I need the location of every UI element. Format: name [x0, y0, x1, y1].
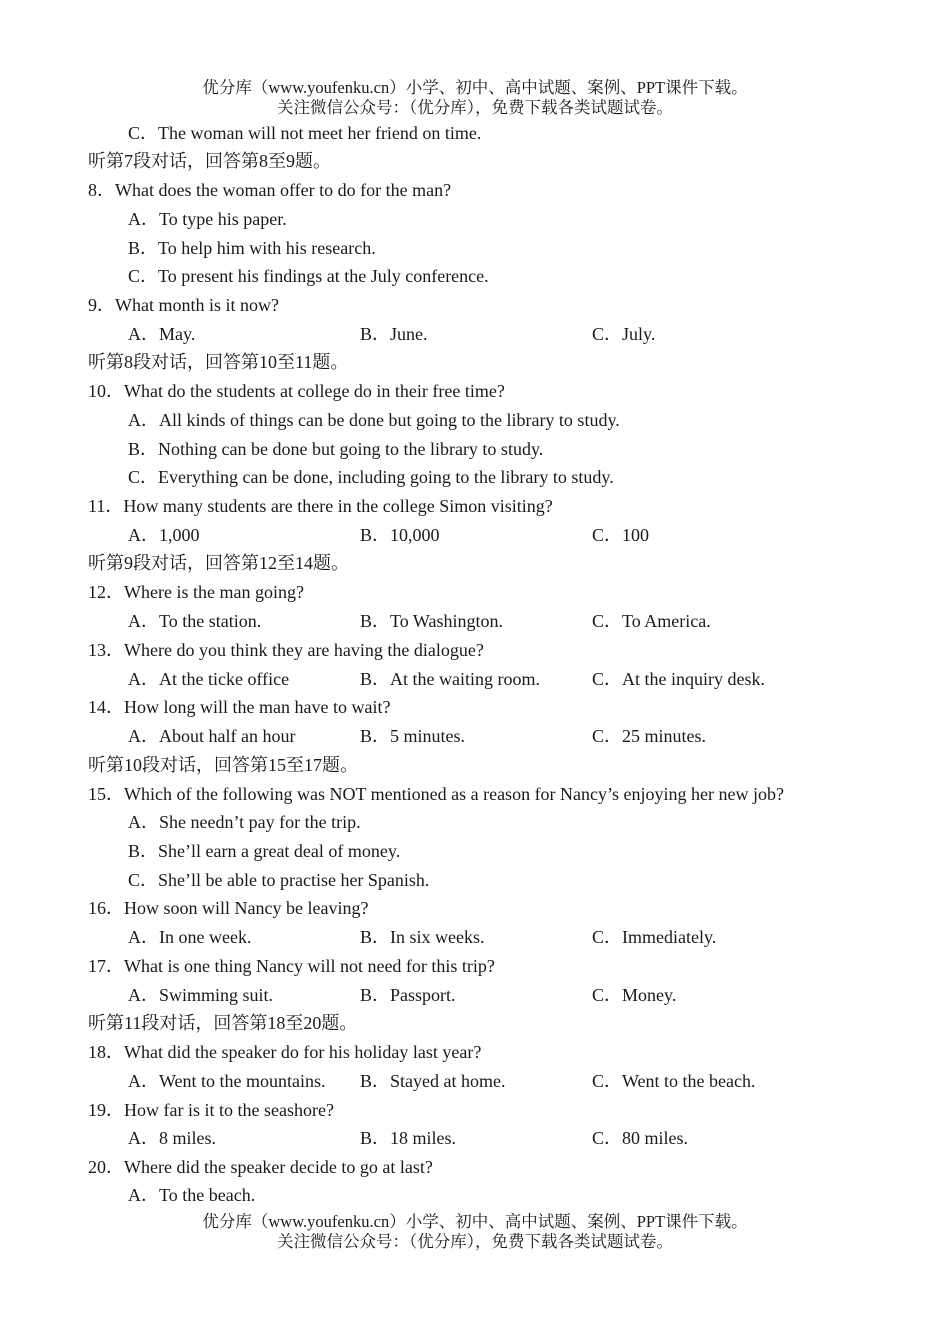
q19-stem: 19．How far is it to the seashore? — [88, 1100, 334, 1120]
q9-option-c: C．July. — [592, 324, 656, 344]
q10-stem: 10．What do the students at college do in their free time? — [88, 381, 505, 401]
q8-option-c: C．To present his findings at the July conference. — [128, 266, 489, 286]
q9-option-b: B．June. — [360, 324, 428, 344]
q15-stem: 15．Which of the following was NOT mentioned as a reason for Nancy’s enjoying her new job? — [88, 784, 784, 804]
q10-option-c: C．Everything can be done, including going to the library to study. — [128, 467, 614, 487]
q10-option-a: A．All kinds of things can be done but going to the library to study. — [128, 410, 620, 430]
q9-option-a: A．May. — [128, 324, 196, 344]
q20-option-a: A．To the beach. — [128, 1185, 256, 1205]
q13-option-b: B．At the waiting room. — [360, 669, 540, 689]
q18-option-a: A．Went to the mountains. — [128, 1071, 326, 1091]
q17-option-b: B．Passport. — [360, 985, 456, 1005]
q15-option-a: A．She needn’t pay for the trip. — [128, 812, 361, 832]
q18-option-c: C．Went to the beach. — [592, 1071, 756, 1091]
q13-option-a: A．At the ticke office — [128, 669, 290, 689]
q12-option-c: C．To America. — [592, 611, 711, 631]
q7-option-c: C．The woman will not meet her friend on time. — [128, 123, 482, 143]
q17-option-c: C．Money. — [592, 985, 677, 1005]
q19-option-b: B．18 miles. — [360, 1128, 457, 1148]
section-9-instruction: 听第9段对话，回答第12至14题。 — [88, 553, 349, 573]
q17-stem: 17．What is one thing Nancy will not need for this trip? — [88, 956, 495, 976]
q14-option-b: B．5 minutes. — [360, 726, 466, 746]
q8-option-a: A．To type his paper. — [128, 209, 287, 229]
footer-line-1: 优分库（www.youfenku.cn）小学、初中、高中试题、案例、PPT课件下载。 — [202, 1212, 748, 1231]
footer-line-2: 关注微信公众号：（优分库），免费下载各类试题试卷。 — [277, 1232, 673, 1251]
q12-stem: 12．Where is the man going? — [88, 582, 304, 602]
q16-option-c: C．Immediately. — [592, 927, 717, 947]
header-line-2: 关注微信公众号：（优分库），免费下载各类试题试卷。 — [277, 98, 673, 117]
q10-option-b: B．Nothing can be done but going to the library to study. — [128, 439, 544, 459]
q12-option-a: A．To the station. — [128, 611, 262, 631]
q12-option-b: B．To Washington. — [360, 611, 503, 631]
q18-stem: 18．What did the speaker do for his holiday last year? — [88, 1042, 482, 1062]
q14-option-c: C．25 minutes. — [592, 726, 707, 746]
q8-option-b: B．To help him with his research. — [128, 238, 376, 258]
q11-option-b: B．10,000 — [360, 525, 440, 545]
q19-option-a: A．8 miles. — [128, 1128, 216, 1148]
q11-stem: 11．How many students are there in the college Simon visiting? — [88, 496, 553, 516]
q14-option-a: A．About half an hour — [128, 726, 296, 746]
q14-stem: 14．How long will the man have to wait? — [88, 697, 391, 717]
q13-stem: 13．Where do you think they are having the dialogue? — [88, 640, 484, 660]
q16-stem: 16．How soon will Nancy be leaving? — [88, 898, 369, 918]
header-line-1: 优分库（www.youfenku.cn）小学、初中、高中试题、案例、PPT课件下载。 — [202, 78, 748, 97]
section-7-instruction: 听第7段对话，回答第8至9题。 — [88, 151, 331, 171]
section-8-instruction: 听第8段对话，回答第10至11题。 — [88, 352, 349, 372]
q20-stem: 20．Where did the speaker decide to go at last? — [88, 1157, 433, 1177]
q11-option-a: A．1,000 — [128, 525, 200, 545]
q16-option-a: A．In one week. — [128, 927, 252, 947]
q13-option-c: C．At the inquiry desk. — [592, 669, 765, 689]
q17-option-a: A．Swimming suit. — [128, 985, 274, 1005]
q9-stem: 9．What month is it now? — [88, 295, 279, 315]
q15-option-b: B．She’ll earn a great deal of money. — [128, 841, 401, 861]
section-11-instruction: 听第11段对话，回答第18至20题。 — [88, 1013, 358, 1033]
q18-option-b: B．Stayed at home. — [360, 1071, 506, 1091]
section-10-instruction: 听第10段对话，回答第15至17题。 — [88, 755, 358, 775]
q15-option-c: C．She’ll be able to practise her Spanish. — [128, 870, 430, 890]
q16-option-b: B．In six weeks. — [360, 927, 485, 947]
q11-option-c: C．100 — [592, 525, 650, 545]
q19-option-c: C．80 miles. — [592, 1128, 689, 1148]
q8-stem: 8．What does the woman offer to do for the man? — [88, 180, 452, 200]
